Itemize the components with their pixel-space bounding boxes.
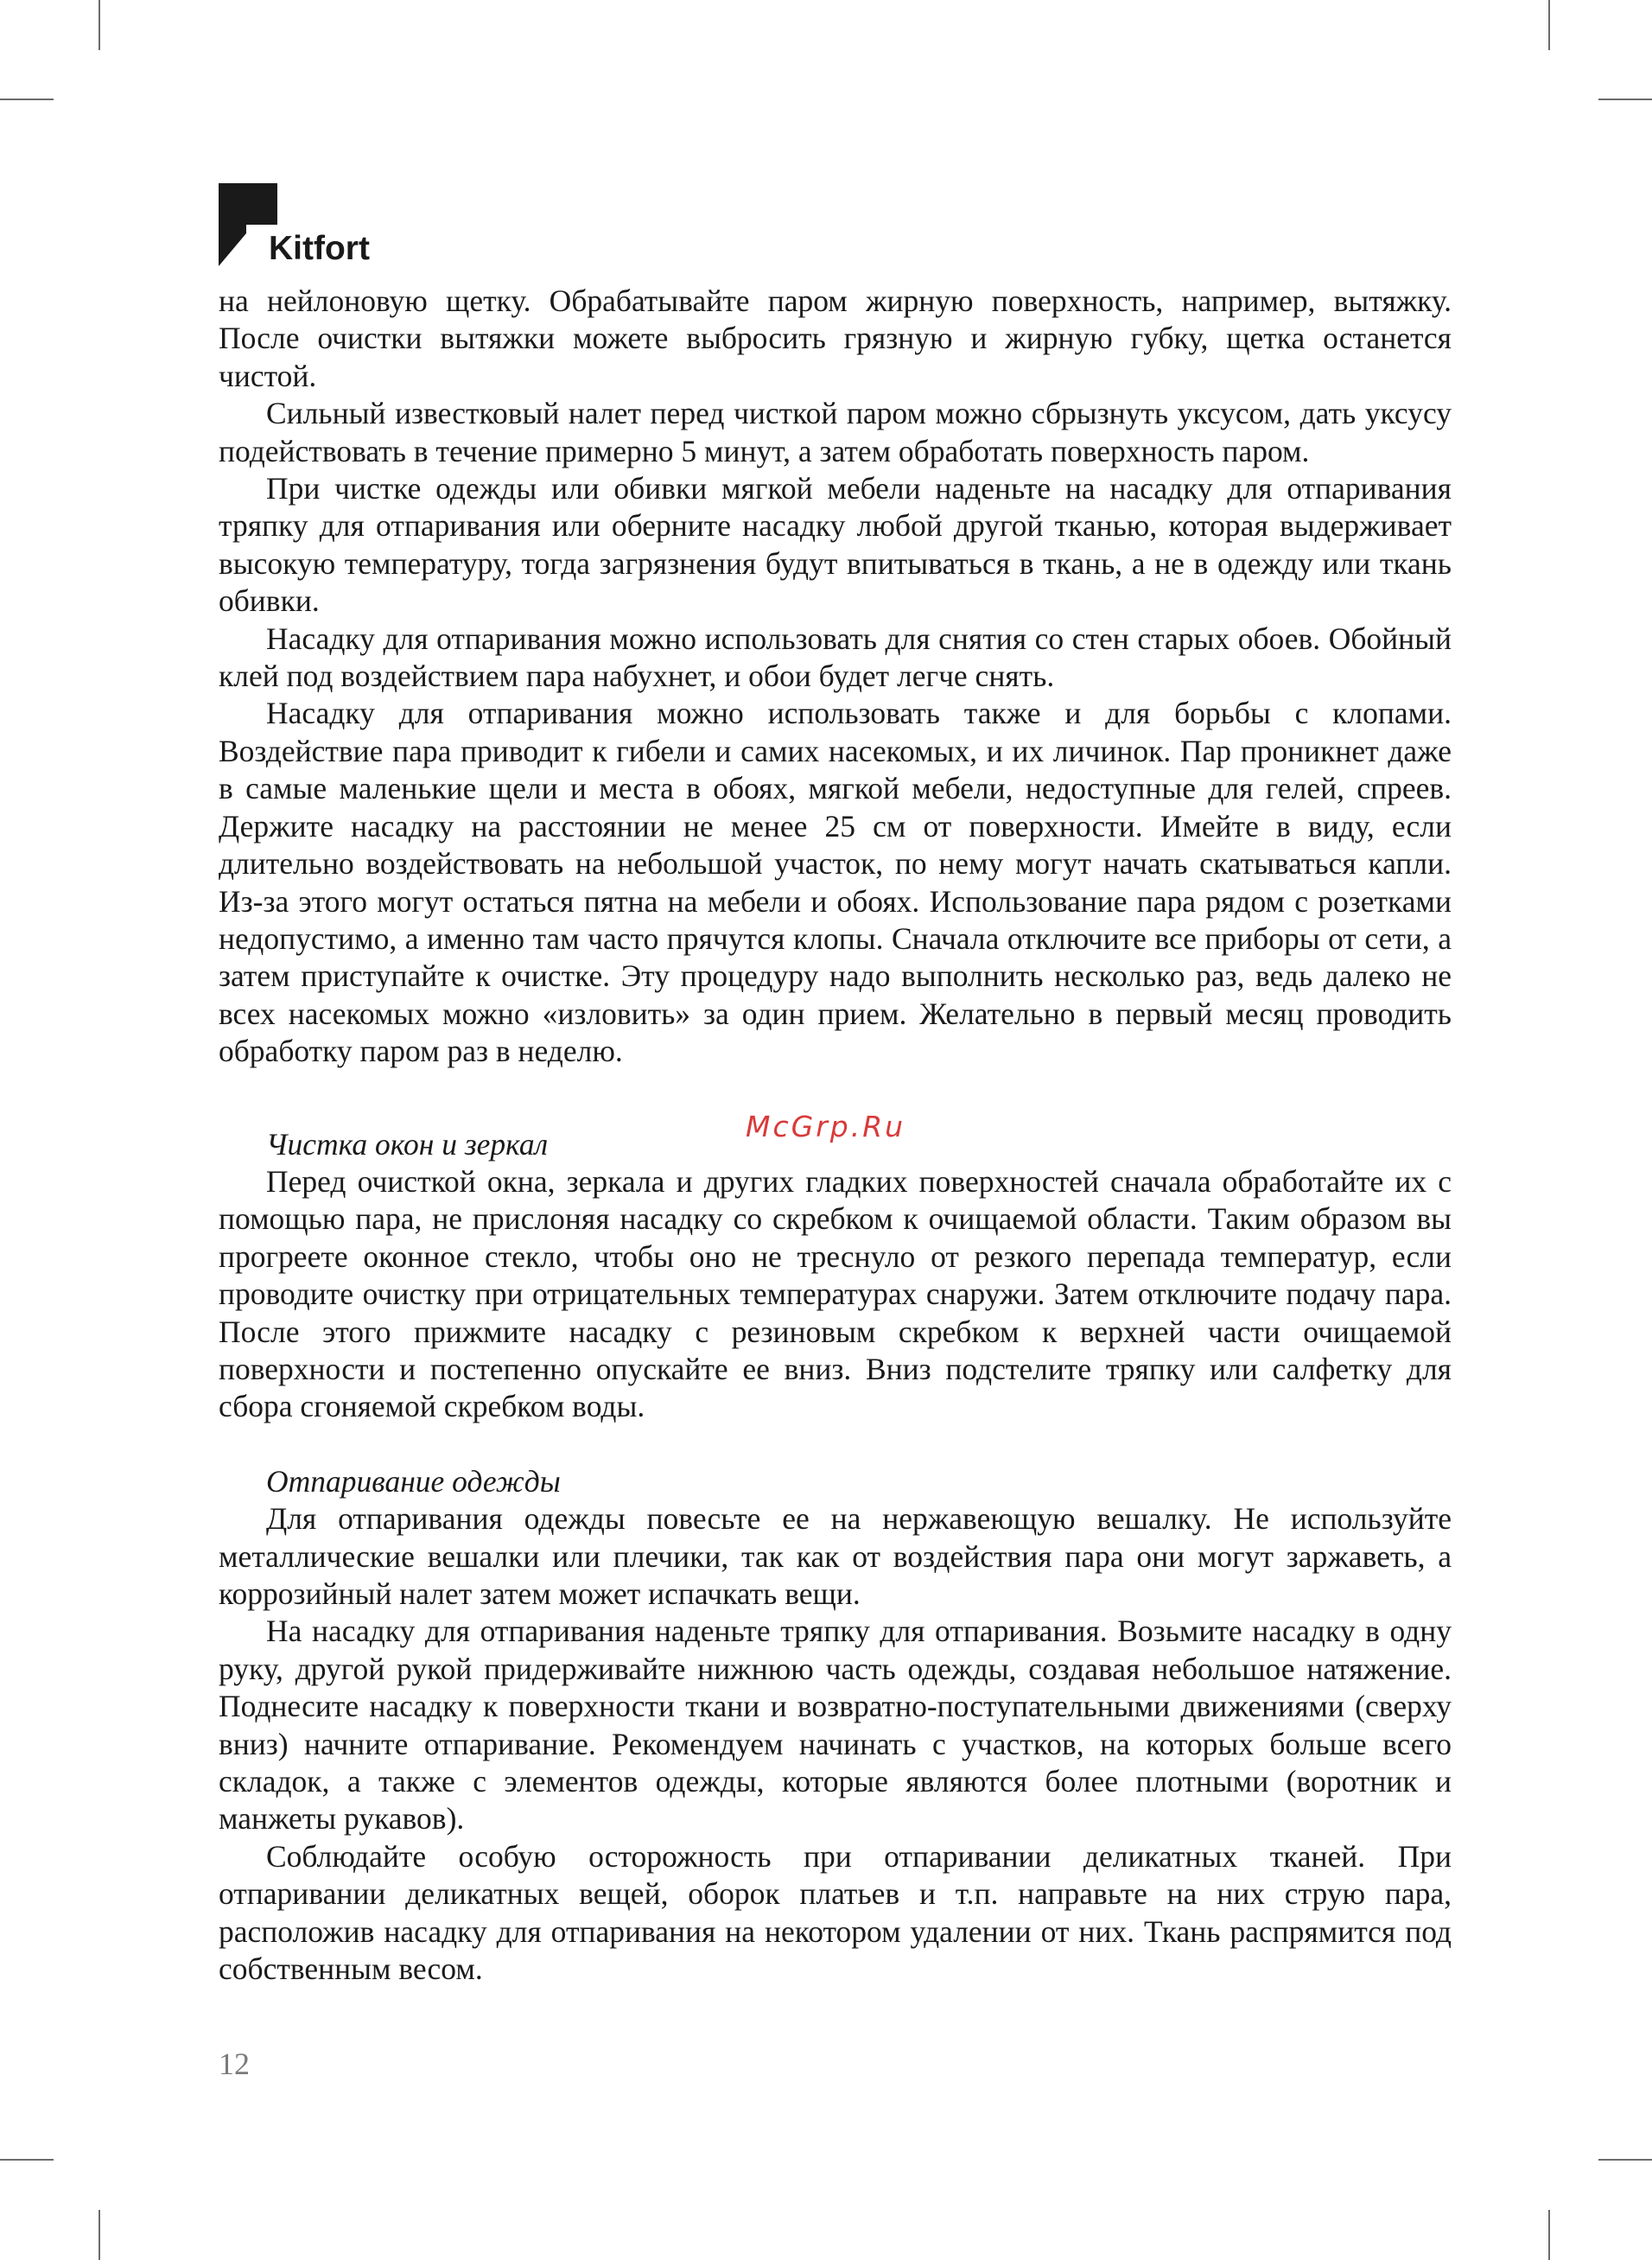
brand-logo bbox=[219, 183, 391, 270]
paragraph: При чистке одежды или обивки мягкой мебели наденьте на насадку для отпаривания тряпку для отпаривания или оберните насадку любой другой тканью, которая выдерживает высокую температуру, тогда загрязнения будут впитываться в ткань, а не в одежду или ткань обивки. bbox=[219, 471, 1452, 619]
crop-mark-right-bottom bbox=[1598, 2159, 1652, 2161]
paragraph: Насадку для отпаривания можно использовать также и для борьбы с клопами. Воздействие пара приводит к гибели и самих насекомых, и их личинок. Пар проникнет даже в самые маленькие щели и места в обоях, мягкой мебели, недоступные для гелей, спреев. Держите насадку на расстоянии не менее 25 см от поверхности. Имейте в виду, если длительно воздействовать на небольшой участок, по нему могут начать скатываться капли. Из-за этого могут остаться пятна на мебели и обоях. Использование пара рядом с розетками недопустимо, а именно там часто прячутся клопы. Сначала отключите все приборы от сети, а затем приступайте к очистке. Эту процедуру надо выполнить несколько раз, ведь далеко не всех насекомых можно «изловить» за один прием. Желательно в первый месяц проводить обработку паром раз в неделю. bbox=[219, 696, 1452, 1069]
section-heading-steaming: Отпаривание одежды bbox=[266, 1463, 561, 1499]
section-heading-windows: Чистка окон и зеркал bbox=[266, 1126, 549, 1162]
crop-mark-top-right bbox=[1548, 0, 1550, 50]
paragraph: Перед очисткой окна, зеркала и других гладких поверхностей сначала обработайте их с помощью пара, не прислоняя насадку со скребком к очищаемой области. Таким образом вы прогреете оконное стекло, чтобы оно не треснуло от резкого перепада температур, если проводите очистку при отрицательных температурах снаружи. Затем отключите подачу пара. После этого прижмите насадку с резиновым скребком к верхней части очищаемой поверхности и постепенно опускайте ее вниз. Вниз подстелите тряпку или салфетку для сбора сгоняемой скребком воды. bbox=[219, 1163, 1452, 1424]
paragraph: на нейлоновую щетку. Обрабатывайте паром жирную поверхность, например, вытяжку. После очистки вытяжки можете выбросить грязную и жирную губку, щетка останется чистой. bbox=[219, 283, 1452, 393]
crop-mark-right-top bbox=[1598, 99, 1652, 100]
crop-mark-left-top bbox=[0, 99, 54, 100]
paragraph: Насадку для отпаривания можно использовать для снятия со стен старых обоев. Обойный клей под воздействием пара набухнет, и обои будет легче снять. bbox=[219, 621, 1452, 694]
page-number: 12 bbox=[219, 2047, 250, 2081]
crop-mark-left-bottom bbox=[0, 2159, 54, 2161]
crop-mark-bottom-left bbox=[98, 2210, 100, 2260]
paragraph: Сильный известковый налет перед чисткой паром можно сбрызнуть уксусом, дать уксусу подействовать в течение примерно 5 минут, а затем обработать поверхность паром. bbox=[219, 396, 1452, 468]
crop-mark-bottom-right bbox=[1548, 2210, 1550, 2260]
paragraph: Соблюдайте особую осторожность при отпаривании деликатных тканей. При отпаривании деликатных вещей, оборок платьев и т.п. направьте на них струю пара, расположив насадку для отпаривания на некотором удалении от них. Ткань распрямится под собственным весом. bbox=[219, 1838, 1452, 1987]
paragraph: Для отпаривания одежды повесьте ее на нержавеющую вешалку. Не используйте металлические вешалки или плечики, так как от воздействия пара они могут заржаветь, а коррозийный налет затем может испачкать вещи. bbox=[219, 1501, 1452, 1611]
crop-mark-top-left bbox=[98, 0, 100, 50]
brand-logo-text: Kitfort bbox=[269, 230, 370, 267]
paragraph: На насадку для отпаривания наденьте тряпку для отпаривания. Возьмите насадку в одну руку, другой рукой придерживайте нижнюю часть одежды, создавая небольшое натяжение. Поднесите насадку к поверхности ткани и возвратно-поступательными движениями (сверху вниз) начните отпаривание. Рекомендуем начинать с участков, на которых больше всего складок, а также с элементов одежды, которые являются более плотными (воротник и манжеты рукавов). bbox=[219, 1614, 1452, 1837]
watermark: McGrp.Ru bbox=[746, 1110, 906, 1143]
